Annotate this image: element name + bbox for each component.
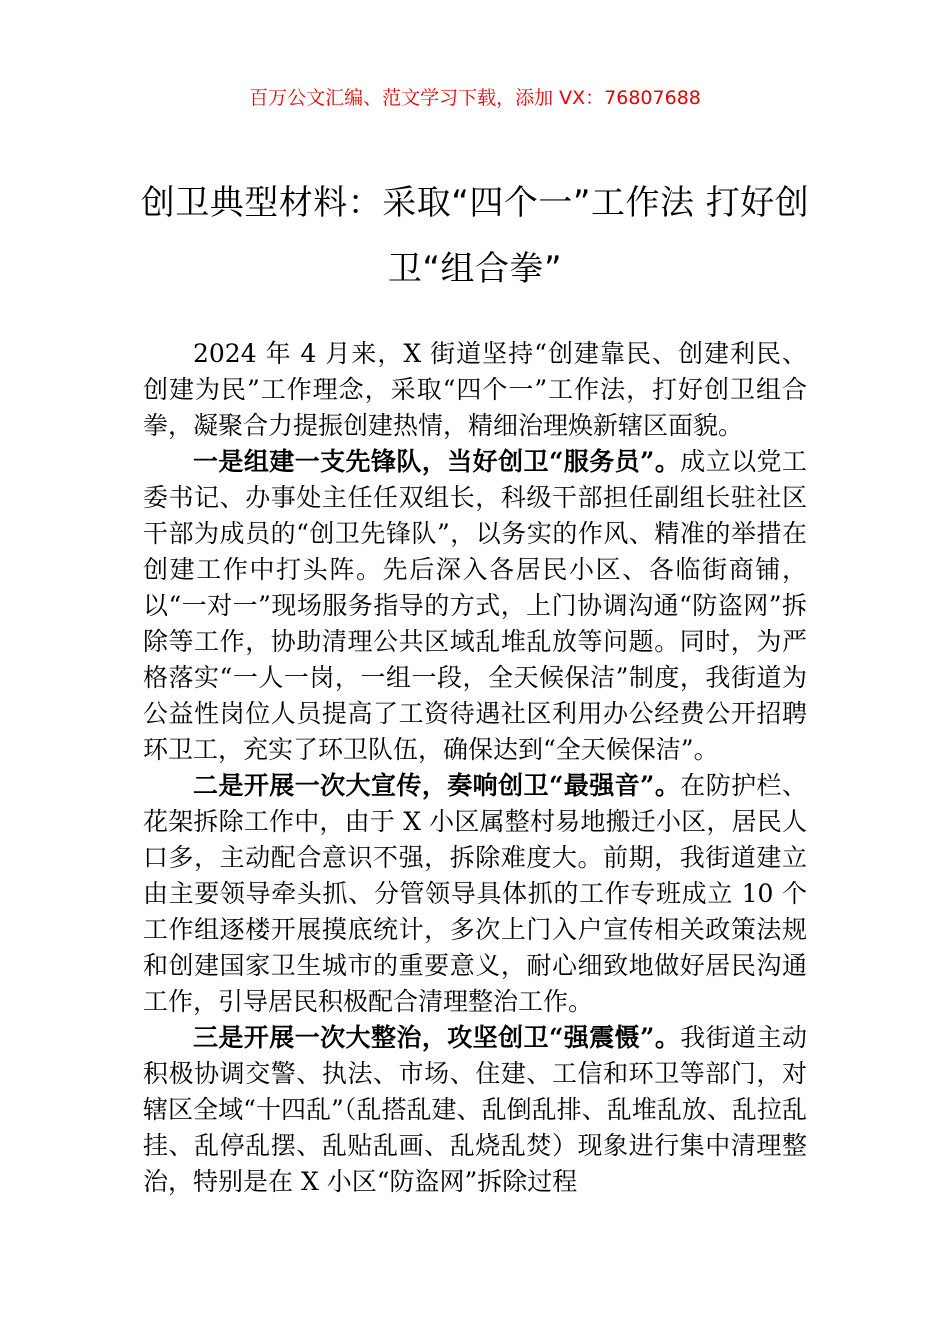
paragraph-lead: 二是开展一次大宣传，奏响创卫“最强音”。 [193, 771, 681, 800]
paragraph-text: 2024 年 4 月来，X 街道坚持“创建靠民、创建利民、创建为民”工作理念，采取“四个一”工作法，打好创卫组合拳，凝聚合力提振创建热情，精细治理焕新辖区面貌。 [143, 339, 807, 440]
paragraph-text: 我街道主动积极协调交警、执法、市场、住建、工信和环卫等部门，对辖区全域“十四乱”（乱搭乱建、乱倒乱排、乱堆乱放、乱拉乱挂、乱停乱摆、乱贴乱画、乱烧乱焚）现象进行集中清理整治，特别是在 X 小区“防盗网”拆除过程 [143, 1023, 807, 1196]
paragraph-intro [143, 336, 807, 444]
document-body [143, 336, 807, 1200]
paragraph-point-3 [143, 1020, 807, 1200]
header-note: 百万公文汇编、范文学习下载，添加 VX：76807688 [249, 87, 701, 109]
document-title: 创卫典型材料：采取“四个一”工作法 打好创卫“组合拳” [140, 183, 810, 289]
paragraph-lead: 三是开展一次大整治，攻坚创卫“强震慑”。 [193, 1023, 681, 1052]
paragraph-point-1 [143, 444, 807, 768]
paragraph-lead: 一是组建一支先锋队，当好创卫“服务员”。 [193, 447, 681, 476]
paragraph-text: 成立以党工委书记、办事处主任任双组长，科级干部担任副组长驻社区干部为成员的“创卫先锋队”，以务实的作风、精准的举措在创建工作中打头阵。先后深入各居民小区、各临街商铺，以“一对一”现场服务指导的方式，上门协调沟通“防盗网”拆除等工作，协助清理公共区域乱堆乱放等问题。同时，为严格落实“一人一岗，一组一段，全天候保洁”制度，我街道为公益性岗位人员提高了工资待遇社区利用办公经费公开招聘环卫工，充实了环卫队伍，确保达到“全天候保洁”。 [143, 447, 807, 764]
paragraph-text: 在防护栏、花架拆除工作中，由于 X 小区属整村易地搬迁小区，居民人口多，主动配合意识不强，拆除难度大。前期，我街道建立由主要领导牵头抓、分管领导具体抓的工作专班成立 10 个工作组逐楼开展摸底统计，多次上门入户宣传相关政策法规和创建国家卫生城市的重要意义，耐心细致地做好居民沟通工作，引导居民积极配合清理整治工作。 [143, 771, 807, 1016]
paragraph-point-2 [143, 768, 807, 1020]
